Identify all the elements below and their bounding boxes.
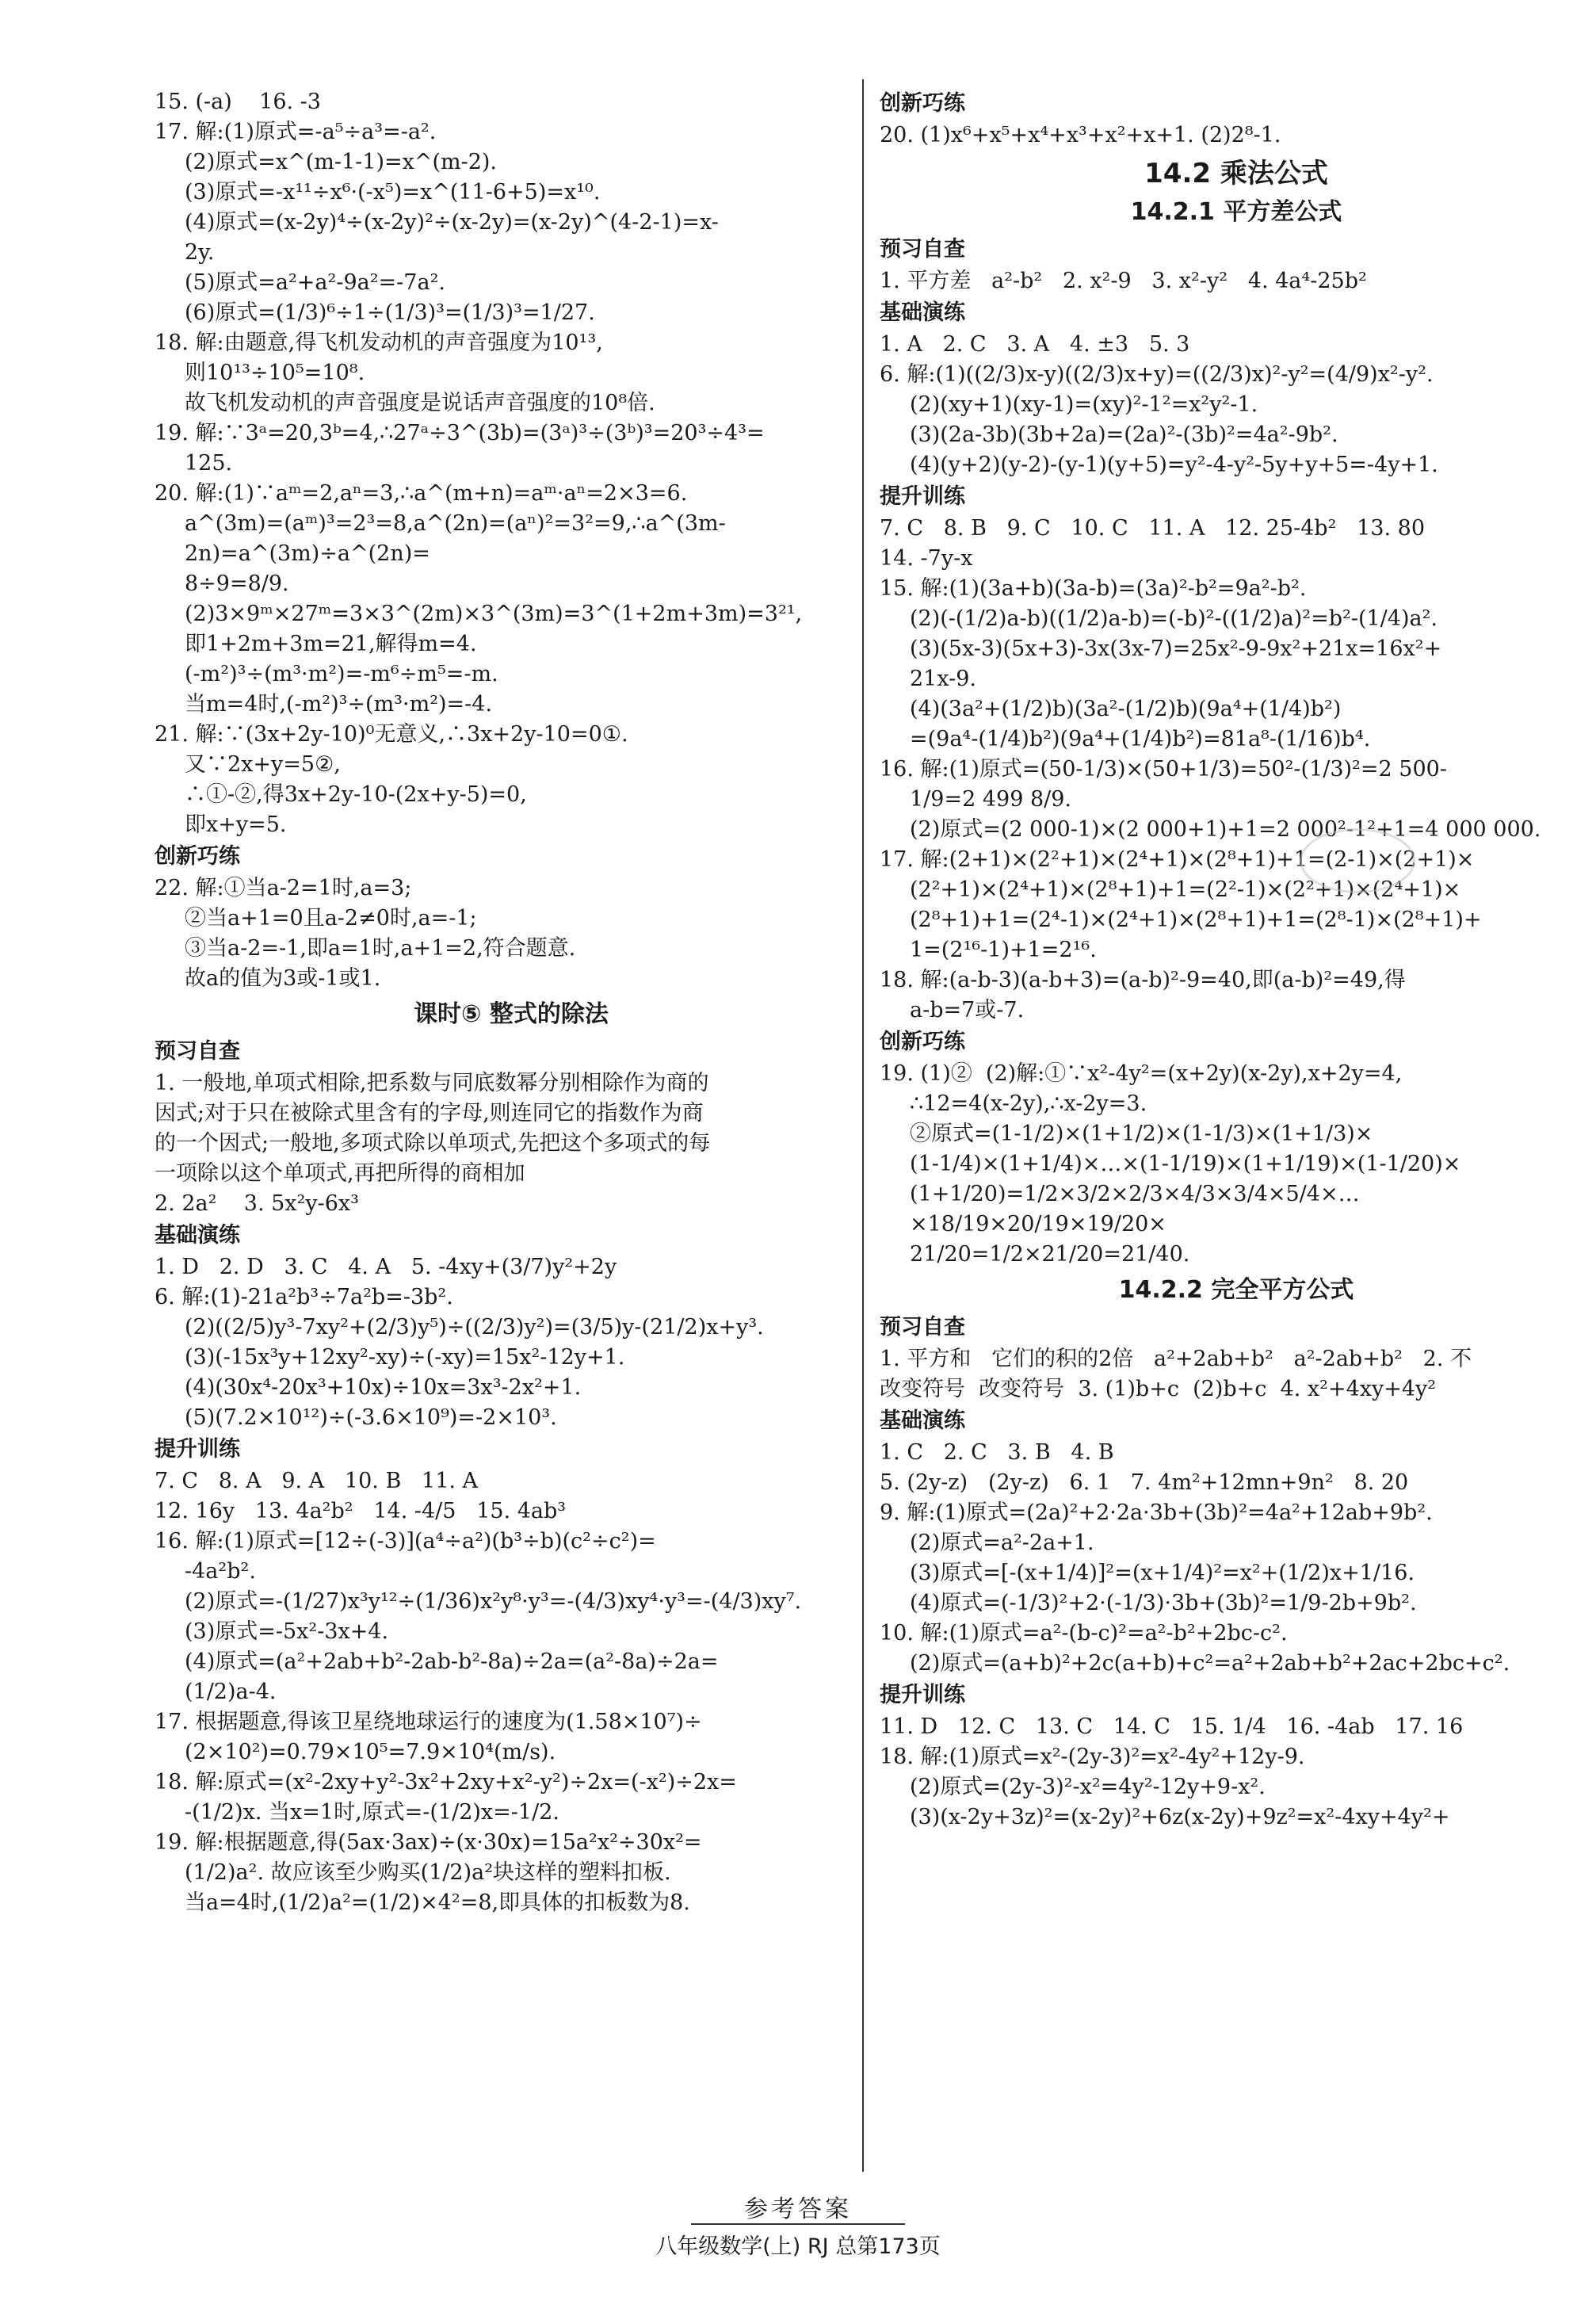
answer-line: 因式;对于只在被除式里含有的字母,则连同它的指数作为商: [155, 1101, 704, 1126]
answer-line: 9. 解:(1)原式=(2a)²+2·2a·3b+(3b)²=4a²+12ab+9b².: [880, 1500, 1433, 1525]
answer-line: 125.: [185, 451, 233, 476]
answer-line: 21. 解:∵(3x+2y-10)⁰无意义,∴3x+2y-10=0①.: [155, 722, 628, 747]
section-heading: 创新巧练: [880, 91, 965, 116]
answer-line: 5. (2y-z) (2y-z) 6. 1 7. 4m²+12mn+9n² 8. 20: [880, 1470, 1409, 1495]
answer-line: 故飞机发动机的声音强度是说话声音强度的10⁸倍.: [185, 391, 655, 415]
answer-line: 2y.: [185, 240, 215, 265]
answer-line: (2)3×9ᵐ×27ᵐ=3×3^(2m)×3^(3m)=3^(1+2m+3m)=3²¹,: [185, 602, 803, 626]
answer-line: 11. D 12. C 13. C 14. C 15. 1/4 16. -4ab 17. 16: [880, 1714, 1464, 1739]
column-divider: [862, 79, 864, 2172]
section-heading: 创新巧练: [880, 1030, 965, 1054]
answer-line: (4)原式=(x-2y)⁴÷(x-2y)²÷(x-2y)=(x-2y)^(4-2-1)=x-: [185, 210, 719, 235]
answer-line: =(9a⁴-(1/4)b²)(9a⁴+(1/4)b²)=81a⁸-(1/16)b⁴.: [910, 727, 1371, 751]
answer-line: 1/9=2 499 8/9.: [910, 787, 1071, 812]
answer-line: 2. 2a² 3. 5x²y-6x³: [155, 1191, 359, 1216]
answer-line: (2)原式=a²-2a+1.: [910, 1531, 1094, 1555]
answer-line: 即x+y=5.: [185, 812, 287, 837]
answer-line: (3)原式=-x¹¹÷x⁶·(-x⁵)=x^(11-6+5)=x¹⁰.: [185, 180, 601, 204]
answer-line: (2)((2/5)y³-7xy²+(2/3)y⁵)÷((2/3)y²)=(3/5)y-(21/2)x+y³.: [185, 1315, 764, 1340]
answer-line: 1. 一般地,单项式相除,把系数与同底数幂分别相除作为商的: [155, 1071, 709, 1095]
answer-line: -(1/2)x. 当x=1时,原式=-(1/2)x=-1/2.: [185, 1800, 559, 1825]
answer-line: (3)原式=-5x²-3x+4.: [185, 1619, 389, 1644]
answer-line: (4)(3a²+(1/2)b)(3a²-(1/2)b)(9a⁴+(1/4)b²): [910, 697, 1342, 721]
answer-line: 则10¹³÷10⁵=10⁸.: [185, 361, 365, 385]
section-heading: 基础演练: [155, 1223, 240, 1248]
answer-line: (4)原式=(a²+2ab+b²-2ab-b²-8a)÷2a=(a²-8a)÷2a=: [185, 1649, 719, 1674]
answer-line: (5)原式=a²+a²-9a²=-7a².: [185, 270, 445, 295]
section-heading: 预习自查: [155, 1039, 240, 1064]
answer-line: 15. 解:(1)(3a+b)(3a-b)=(3a)²-b²=9a²-b².: [880, 576, 1307, 601]
answer-line: 又∵2x+y=5②,: [185, 752, 341, 777]
right-column: [880, 87, 1593, 1833]
answer-line: (3)(-15x³y+12xy²-xy)÷(-xy)=15x²-12y+1.: [185, 1345, 625, 1370]
answer-line: 17. 根据题意,得该卫星绕地球运行的速度为(1.58×10⁷)÷: [155, 1710, 702, 1734]
section-heading: 基础演练: [880, 1408, 965, 1433]
answer-line: 14. -7y-x: [880, 546, 973, 571]
chapter-title: 14.2 乘法公式: [1144, 158, 1328, 189]
answer-line: (3)(x-2y+3z)²=(x-2y)²+6z(x-2y)+9z²=x²-4xy+4y²+: [910, 1805, 1450, 1829]
answer-line: (4)原式=(-1/3)²+2·(-1/3)·3b+(3b)²=1/9-2b+9b².: [910, 1591, 1417, 1615]
answer-line: (2)(xy+1)(xy-1)=(xy)²-1²=x²y²-1.: [910, 392, 1258, 417]
answer-line: 20. (1)x⁶+x⁵+x⁴+x³+x²+x+1. (2)2⁸-1.: [880, 123, 1281, 147]
answer-line: 故a的值为3或-1或1.: [185, 966, 381, 991]
answer-line: 1. A 2. C 3. A 4. ±3 5. 3: [880, 332, 1190, 357]
answer-line: 16. 解:(1)原式=(50-1/3)×(50+1/3)=50²-(1/3)²=2 500-: [880, 757, 1447, 782]
section-heading: 创新巧练: [155, 844, 240, 869]
section-heading: 预习自查: [880, 1315, 965, 1340]
answer-line: (1/2)a-4.: [185, 1680, 277, 1704]
answer-line: (2)原式=(2 000-1)×(2 000+1)+1=2 000²-1²+1=4 000 000.: [910, 817, 1541, 842]
answer-line: 16. 解:(1)原式=[12÷(-3)](a⁴÷a²)(b³÷b)(c²÷c²)=: [155, 1529, 656, 1554]
answer-line: 6. 解:(1)((2/3)x-y)((2/3)x+y)=((2/3)x)²-y²=(4/9)x²-y².: [880, 362, 1434, 387]
section-heading: 提升训练: [880, 484, 965, 509]
answer-line: (2×10²)=0.79×10⁵=7.9×10⁴(m/s).: [185, 1740, 556, 1764]
answer-line: 18. 解:(1)原式=x²-(2y-3)²=x²-4y²+12y-9.: [880, 1745, 1305, 1769]
answer-line: (2)原式=-(1/27)x³y¹²÷(1/36)x²y⁸·y³=-(4/3)xy⁴·y³=-(4/3)xy⁷.: [185, 1589, 802, 1614]
answer-line: ∴①-②,得3x+2y-10-(2x+y-5)=0,: [185, 782, 527, 807]
answer-line: 21/20=1/2×21/20=21/40.: [910, 1242, 1190, 1267]
answer-line: 6. 解:(1)-21a²b³÷7a²b=-3b².: [155, 1285, 453, 1309]
answer-line: (1+1/20)=1/2×3/2×2/3×4/3×3/4×5/4×…×18/19×20/19×19/20×: [910, 1182, 1360, 1236]
answer-line: (2⁸+1)+1=(2⁴-1)×(2⁴+1)×(2⁸+1)+1=(2⁸-1)×(2⁸+1)+: [910, 908, 1482, 932]
answer-line: (3)(2a-3b)(3b+2a)=(2a)²-(3b)²=4a²-9b².: [910, 422, 1338, 447]
answer-line: 20. 解:(1)∵aᵐ=2,aⁿ=3,∴a^(m+n)=aᵐ·aⁿ=2×3=6.: [155, 481, 688, 506]
answer-line: 1. D 2. D 3. C 4. A 5. -4xy+(3/7)y²+2y: [155, 1255, 617, 1279]
answer-line: (1/2)a². 故应该至少购买(1/2)a²块这样的塑料扣板.: [185, 1860, 671, 1885]
lesson-title: 14.2.1 平方差公式: [1130, 198, 1342, 226]
answer-line: 1. C 2. C 3. B 4. B: [880, 1440, 1114, 1465]
answer-line: a-b=7或-7.: [910, 998, 1025, 1022]
answer-line: (2²+1)×(2⁴+1)×(2⁸+1)+1=(2²-1)×(2²+1)×(2⁴+1)×: [910, 877, 1461, 902]
answer-line: (2)原式=(a+b)²+2c(a+b)+c²=a²+2ab+b²+2ac+2bc+c².: [910, 1651, 1510, 1676]
section-heading: 预习自查: [880, 237, 965, 262]
answer-line: 即1+2m+3m=21,解得m=4.: [185, 632, 477, 656]
answer-line: 17. 解:(1)原式=-a⁵÷a³=-a².: [155, 120, 437, 144]
lesson-title: 14.2.2 完全平方公式: [1118, 1276, 1354, 1304]
lesson-title: 课时⑤ 整式的除法: [414, 1000, 609, 1028]
answer-line: 7. C 8. A 9. A 10. B 11. A: [155, 1469, 479, 1493]
answer-line: (5)(7.2×10¹²)÷(-3.6×10⁹)=-2×10³.: [185, 1405, 557, 1430]
answer-line: 7. C 8. B 9. C 10. C 11. A 12. 25-4b² 13. 80: [880, 516, 1426, 541]
section-heading: 基础演练: [880, 300, 965, 325]
answer-line: (4)(30x⁴-20x³+10x)÷10x=3x³-2x²+1.: [185, 1375, 582, 1400]
answer-line: 18. 解:(a-b-3)(a-b+3)=(a-b)²-9=40,即(a-b)²=49,得: [880, 968, 1406, 992]
answer-line: 19. 解:根据题意,得(5ax·3ax)÷(x·30x)=15a²x²÷30x²=: [155, 1830, 702, 1855]
answer-line: ③当a-2=-1,即a=1时,a+1=2,符合题意.: [185, 936, 576, 961]
answer-line: (6)原式=(1/3)⁶÷1÷(1/3)³=(1/3)³=1/27.: [185, 300, 595, 325]
answer-line: 15. (-a) 16. -3: [155, 90, 321, 114]
answer-line: 18. 解:原式=(x²-2xy+y²-3x²+2xy+x²-y²)÷2x=(-x²)÷2x=: [155, 1770, 737, 1794]
stamp-watermark: [1300, 828, 1415, 893]
answer-line: 1. 平方和 它们的积的2倍 a²+2ab+b² a²-2ab+b² 2. 不: [880, 1347, 1472, 1371]
answer-line: (3)原式=[-(x+1/4)]²=(x+1/4)²=x²+(1/2)x+1/16.: [910, 1561, 1415, 1585]
answer-line: 一项除以这个单项式,再把所得的商相加: [155, 1161, 525, 1186]
answer-line: a^(3m)=(aᵐ)³=2³=8,a^(2n)=(aⁿ)²=3²=9,∴a^(3m-2n)=a^(3m)÷a^(2n)=: [185, 511, 726, 566]
answer-line: 17. 解:(2+1)×(2²+1)×(2⁴+1)×(2⁸+1)+1=(2-1)×(2+1)×: [880, 847, 1475, 872]
answer-line: 19. 解:∵3ᵃ=20,3ᵇ=4,∴27ᵃ÷3^(3b)=(3ᵃ)³÷(3ᵇ)³=20³÷4³=: [155, 421, 765, 445]
answer-line: ②原式=(1-1/2)×(1+1/2)×(1-1/3)×(1+1/3)×: [910, 1122, 1373, 1146]
answer-line: 8÷9=8/9.: [185, 571, 289, 596]
answer-line: ∴12=4(x-2y),∴x-2y=3.: [910, 1091, 1147, 1116]
answer-line: 12. 16y 13. 4a²b² 14. -4/5 15. 4ab³: [155, 1499, 567, 1523]
answer-line: (2)原式=x^(m-1-1)=x^(m-2).: [185, 150, 498, 174]
answer-line: (2)(-(1/2)a-b)((1/2)a-b)=(-b)²-((1/2)a)²=b²-(1/4)a².: [910, 606, 1438, 631]
answer-line: 1=(2¹⁶-1)+1=2¹⁶.: [910, 938, 1097, 962]
section-heading: 提升训练: [155, 1437, 240, 1462]
answer-line: 当m=4时,(-m²)³÷(m³·m²)=-4.: [185, 692, 493, 717]
answer-line: 21x-9.: [910, 667, 976, 691]
answer-line: 当a=4时,(1/2)a²=(1/2)×4²=8,即具体的扣板数为8.: [185, 1890, 690, 1915]
footer-rule: [691, 2223, 905, 2225]
answer-line: 10. 解:(1)原式=a²-(b-c)²=a²-b²+2bc-c².: [880, 1621, 1288, 1645]
section-heading: 提升训练: [880, 1683, 965, 1707]
answer-line: 的一个因式;一般地,多项式除以单项式,先把这个多项式的每: [155, 1131, 711, 1156]
footer-info: 八年级数学(上) RJ 总第173页: [655, 2234, 941, 2259]
left-column: [155, 87, 868, 1918]
answer-line: 1. 平方差 a²-b² 2. x²-9 3. x²-y² 4. 4a⁴-25b²: [880, 269, 1367, 293]
answer-line: (1-1/4)×(1+1/4)×…×(1-1/19)×(1+1/19)×(1-1/20)×: [910, 1152, 1461, 1176]
answer-line: (4)(y+2)(y-2)-(y-1)(y+5)=y²-4-y²-5y+y+5=-4y+1.: [910, 453, 1438, 477]
answer-line: (2)原式=(2y-3)²-x²=4y²-12y+9-x².: [910, 1775, 1266, 1799]
answer-line: (3)(5x-3)(5x+3)-3x(3x-7)=25x²-9-9x²+21x=16x²+: [910, 636, 1442, 661]
footer-header: 参考答案: [744, 2196, 852, 2223]
answer-line: ②当a+1=0且a-2≠0时,a=-1;: [185, 906, 477, 931]
answer-line: 19. (1)② (2)解:①∵x²-4y²=(x+2y)(x-2y),x+2y=4,: [880, 1061, 1403, 1086]
answer-line: -4a²b².: [185, 1559, 256, 1584]
answer-line: (-m²)³÷(m³·m²)=-m⁶÷m⁵=-m.: [185, 662, 498, 686]
answer-line: 22. 解:①当a-2=1时,a=3;: [155, 876, 412, 900]
answer-line: 18. 解:由题意,得飞机发动机的声音强度为10¹³,: [155, 331, 603, 355]
answer-line: 改变符号 改变符号 3. (1)b+c (2)b+c 4. x²+4xy+4y²: [880, 1377, 1437, 1401]
